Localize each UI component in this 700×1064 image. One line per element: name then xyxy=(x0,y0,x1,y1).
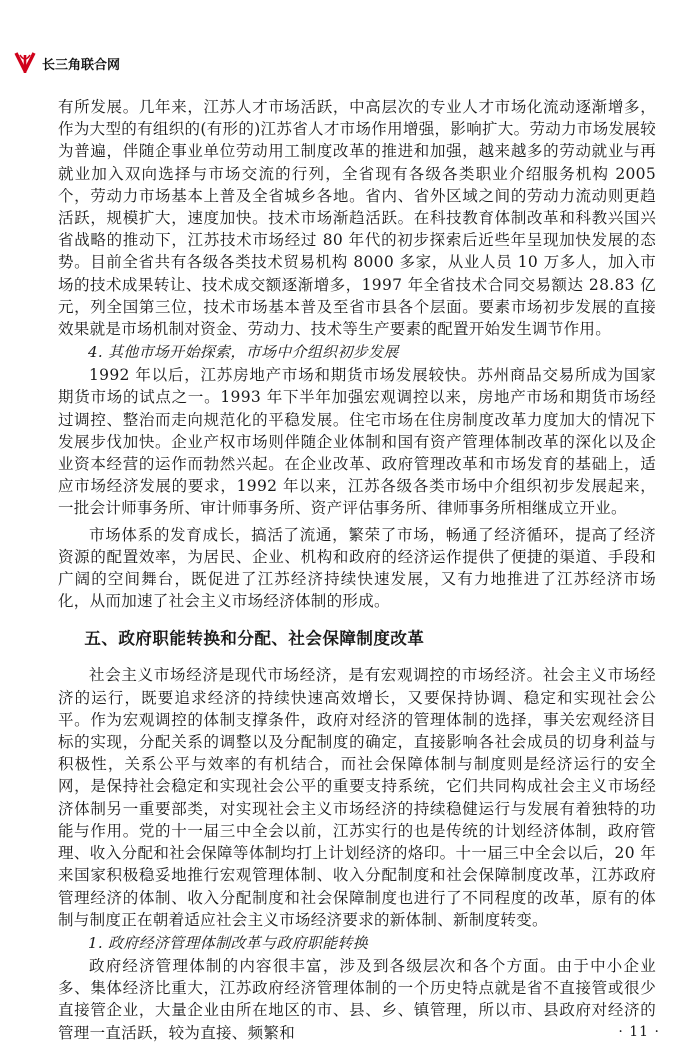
delta-logo-icon xyxy=(14,51,36,75)
paragraph: 社会主义市场经济是现代市场经济，是有宏观调控的市场经济。社会主义市场经济的运行，既要追求经济的持续快速高效增长，又要保持协调、稳定和实现社会公平。作为宏观调控的体制支撑条件，政府对经济的管理体制的选择，事关宏观经济目标的实现，分配关系的调整以及分配制度的确定，直接影响各社会成员的切身利益与积极性，关系公平与效率的有机结合，而社会保障体制与制度则是经济运行的安全网，是保持社会稳定和实现社会公平的重要支持系统，它们共同构成社会主义市场经济体制另一重要部类，对实现社会主义市场经济的持续稳健运行与发展有着独特的功能与作用。党的十一届三中全会以前，江苏实行的也是传统的计划经济体制，政府管理、收入分配和社会保障等体制均打上计划经济的烙印。十一届三中全会以后，20 年来国家积极稳妥地推行宏观管理体制、收入分配制度和社会保障制度改革，江苏政府管理经济的体制、收入分配制度和社会保障制度也进行了不同程度的改革，原有的体制与制度正在朝着适应社会主义市场经济要求的新体制、新制度转变。 xyxy=(58,666,656,929)
page-header xyxy=(14,50,120,76)
section-heading: 五、政府职能转换和分配、社会保障制度改革 xyxy=(84,629,425,649)
page-body xyxy=(58,96,656,1044)
paragraph: 1992 年以后，江苏房地产市场和期货市场发展较快。苏州商品交易所成为国家期货市场的试点之一。1993 年下半年加强宏观调控以来，房地产市场和期货市场经过调控、整治而走向规范化的平稳发展。住宅市场在住房制度改革力度加大的情况下发展步伐加快。企业产权市场则伴随企业体制和国有资产管理体制改革的深化以及企业资本经营的运作而勃然兴起。在企业改革、政府管理改革和市场发育的基础上，适应市场经济发展的要求，1992 年以来，江苏各级各类市场中介组织初步发展起来，一批会计师事务所、审计师事务所、资产评估事务所、律师事务所相继成立开业。 xyxy=(58,366,656,518)
subsection-heading: 1. 政府经济管理体制改革与政府职能转换 xyxy=(88,933,369,952)
page-number: · 11 · xyxy=(618,1024,660,1040)
paragraph: 有所发展。几年来，江苏人才市场活跃，中高层次的专业人才市场化流动逐渐增多，作为大型的有组织的(有形的)江苏省人才市场作用增强，影响扩大。劳动力市场发展较为普遍，伴随企事业单位劳动用工制度改革的推进和加强，越来越多的劳动就业与再就业加入双向选择与市场交流的行列，全省现有各级各类职业介绍服务机构 2005 个，劳动力市场基本上普及全省城乡各地。省内、省外区域之间的劳动力流动则更趋活跃，规模扩大，速度加快。技术市场渐趋活跃。在科技教育体制改革和科教兴国兴省战略的推动下，江苏技术市场经过 80 年代的初步探索后近些年呈现加快发展的态势。目前全省共有各级各类技术贸易机构 8000 多家，从业人员 10 万多人，加入市场的技术成果转让、技术成交额逐渐增多，1997 年全省技术合同交易额达 28.83 亿元，列全国第三位，技术市场基本普及至省市县各个层面。要素市场初步发展的直接效果就是市场机制对资金、劳动力、技术等生产要素的配置开始发生调节作用。 xyxy=(58,98,656,339)
paragraph: 市场体系的发育成长，搞活了流通，繁荣了市场，畅通了经济循环，提高了经济资源的配置效率，为居民、企业、机构和政府的经济运作提供了便捷的渠道、手段和广阔的空间舞台，既促进了江苏经济持续快速发展，又有力地推进了江苏经济市场化，从而加速了社会主义市场经济体制的形成。 xyxy=(58,525,656,611)
site-brand: 长三角联合网 xyxy=(42,57,121,73)
subsection-heading: 4. 其他市场开始探索，市场中介组织初步发展 xyxy=(88,343,399,362)
paragraph: 政府经济管理体制的内容很丰富，涉及到各级层次和各个方面。由于中小企业多、集体经济比重大，江苏政府经济管理体制的一个历史特点就是省不直接管或很少直接管企业，大量企业由所在地区的市、县、乡、镇管理，所以市、县政府对经济的管理一直活跃，较为直接、频繁和 xyxy=(58,956,656,1042)
